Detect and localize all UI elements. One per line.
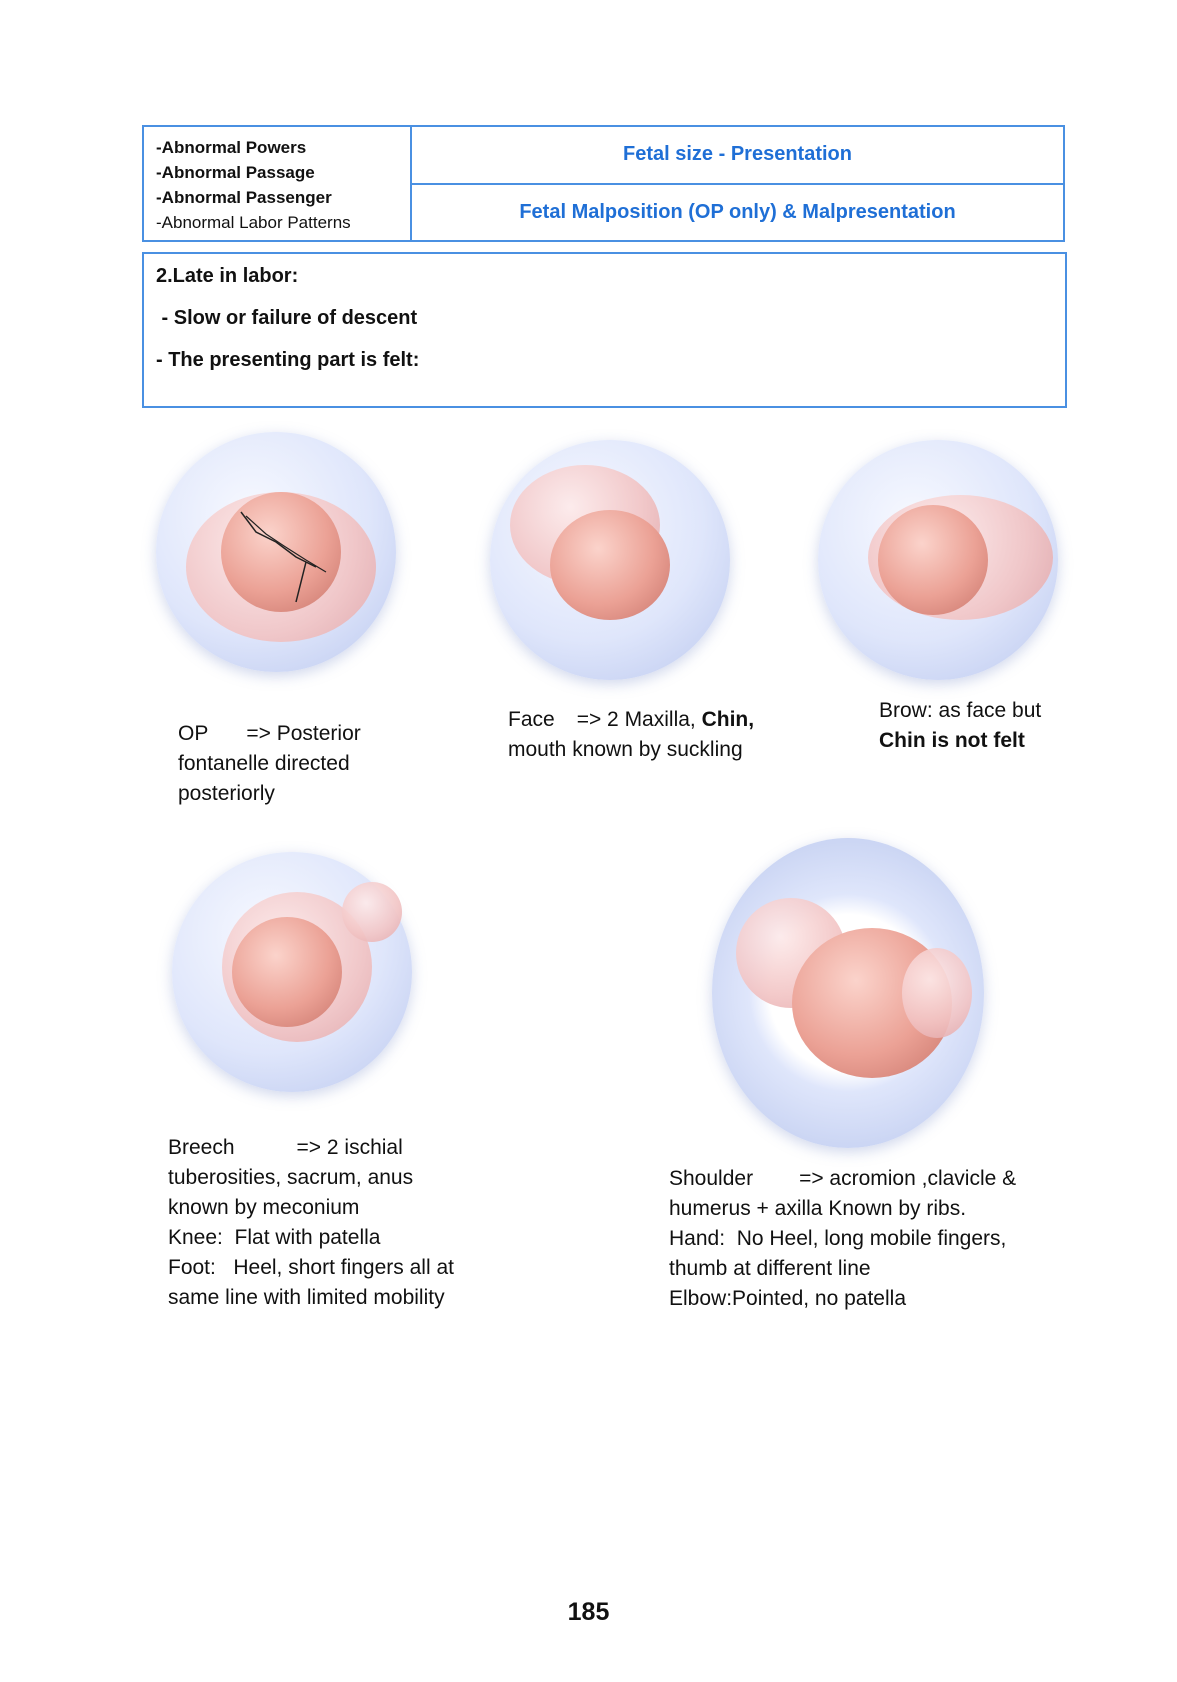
face-chin: Chin, bbox=[701, 708, 755, 731]
brow-caption bbox=[879, 696, 1041, 756]
breech-text: same line with limited mobility bbox=[168, 1286, 445, 1309]
breech-caption bbox=[168, 1133, 454, 1313]
causes-list bbox=[144, 127, 412, 240]
face-text: => 2 Maxilla, bbox=[576, 708, 696, 731]
face-illustration bbox=[490, 440, 730, 680]
breech-label: Breech bbox=[168, 1136, 235, 1159]
late-labor-title: 2.Late in labor: bbox=[156, 265, 299, 287]
shoulder-text: Hand: No Heel, long mobile fingers, bbox=[669, 1227, 1007, 1250]
op-text: posteriorly bbox=[178, 782, 275, 805]
op-label: OP bbox=[178, 722, 209, 745]
cause-item: -Abnormal Passenger bbox=[156, 188, 332, 207]
header-fetal-size: Fetal size - Presentation bbox=[412, 127, 1063, 185]
page-number: 185 bbox=[567, 1598, 610, 1626]
breech-text: tuberosities, sacrum, anus bbox=[168, 1166, 414, 1189]
fontanelle-lines-icon bbox=[156, 432, 396, 672]
late-labor-line: - The presenting part is felt: bbox=[156, 349, 420, 371]
header-table bbox=[142, 125, 1065, 242]
cause-item: -Abnormal Powers bbox=[156, 138, 307, 157]
op-caption bbox=[178, 719, 361, 809]
brow-text: Brow: as face but bbox=[879, 699, 1042, 722]
op-illustration bbox=[156, 432, 396, 672]
shoulder-text: => acromion ,clavicle & bbox=[799, 1167, 1017, 1190]
cause-item: -Abnormal Passage bbox=[156, 163, 315, 182]
breech-text: => 2 ischial bbox=[296, 1136, 403, 1159]
shoulder-text: humerus + axilla Known by ribs. bbox=[669, 1197, 967, 1220]
late-labor-line: - Slow or failure of descent bbox=[156, 307, 418, 329]
breech-illustration bbox=[172, 852, 412, 1092]
header-malposition: Fetal Malposition (OP only) & Malpresentation bbox=[519, 200, 956, 223]
op-text: => Posterior bbox=[246, 722, 361, 745]
shoulder-label: Shoulder bbox=[669, 1167, 754, 1190]
header-right bbox=[412, 127, 1063, 240]
breech-text: Knee: Flat with patella bbox=[168, 1226, 381, 1249]
shoulder-illustration bbox=[712, 838, 984, 1148]
face-label: Face bbox=[508, 708, 555, 731]
face-caption bbox=[508, 705, 754, 765]
cause-item: -Abnormal Labor Patterns bbox=[156, 213, 351, 232]
shoulder-text: Elbow:Pointed, no patella bbox=[669, 1287, 906, 1310]
late-labor-box bbox=[142, 252, 1067, 408]
op-text: fontanelle directed bbox=[178, 752, 350, 775]
shoulder-text: thumb at different line bbox=[669, 1257, 871, 1280]
brow-illustration bbox=[818, 440, 1058, 680]
face-text: mouth known by suckling bbox=[508, 738, 743, 761]
breech-text: Foot: Heel, short fingers all at bbox=[168, 1256, 454, 1279]
brow-text: Chin is not felt bbox=[879, 729, 1025, 752]
shoulder-caption bbox=[669, 1164, 1016, 1314]
breech-text: known by meconium bbox=[168, 1196, 360, 1219]
